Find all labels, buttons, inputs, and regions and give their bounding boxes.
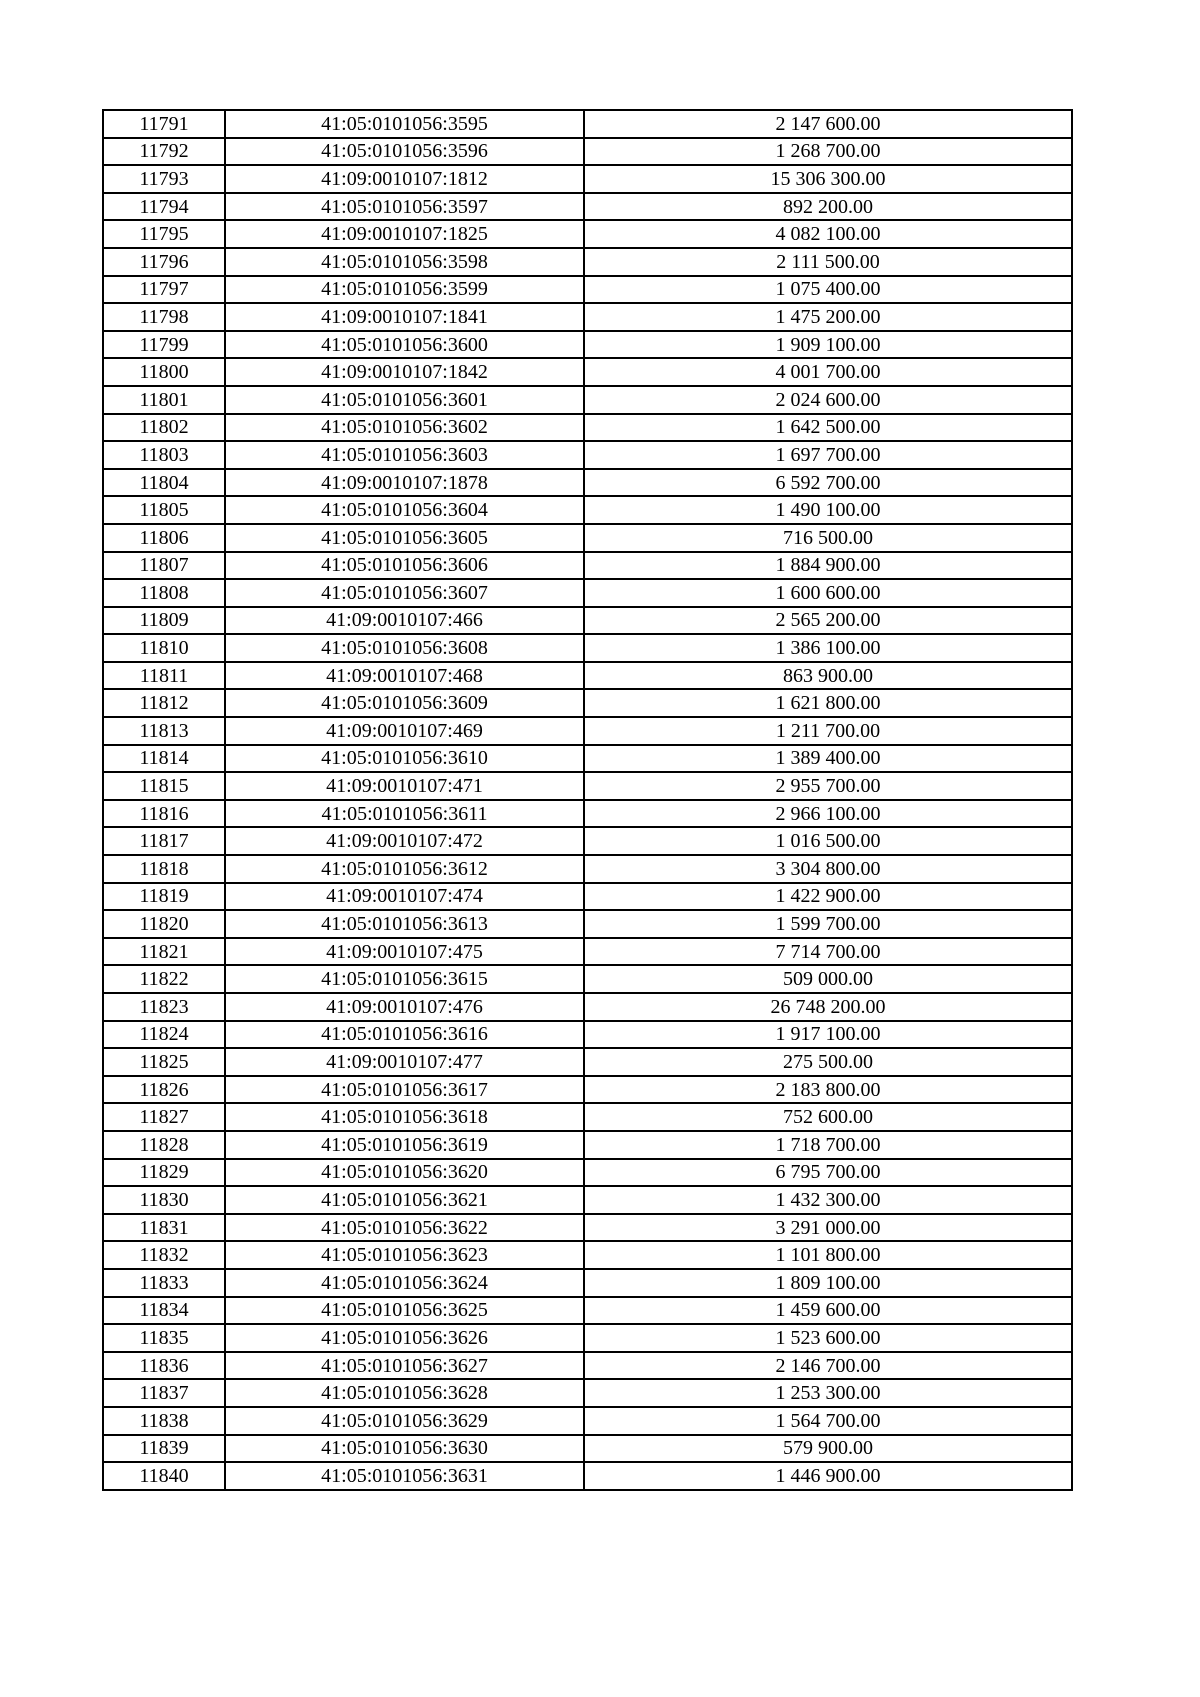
cadastral-number-cell: 41:05:0101056:3625	[225, 1297, 584, 1325]
row-number-cell: 11836	[103, 1352, 225, 1380]
cadastral-value-cell: 2 024 600.00	[584, 386, 1072, 414]
table-row	[103, 441, 1072, 469]
cadastral-value-cell: 26 748 200.00	[584, 993, 1072, 1021]
table-row	[103, 1131, 1072, 1159]
cadastral-value-cell: 2 183 800.00	[584, 1076, 1072, 1104]
row-number-cell: 11829	[103, 1159, 225, 1187]
table-row	[103, 248, 1072, 276]
row-number-cell: 11793	[103, 165, 225, 193]
cadastral-value-cell: 1 599 700.00	[584, 910, 1072, 938]
table-row	[103, 303, 1072, 331]
row-number-cell: 11823	[103, 993, 225, 1021]
table-row	[103, 827, 1072, 855]
cadastral-number-cell: 41:05:0101056:3596	[225, 138, 584, 166]
row-number-cell: 11809	[103, 607, 225, 635]
cadastral-number-cell: 41:05:0101056:3611	[225, 800, 584, 828]
row-number-cell: 11837	[103, 1379, 225, 1407]
row-number-cell: 11799	[103, 331, 225, 359]
cadastral-number-cell: 41:05:0101056:3599	[225, 276, 584, 304]
table-row	[103, 414, 1072, 442]
cadastral-number-cell: 41:05:0101056:3629	[225, 1407, 584, 1435]
cadastral-value-cell: 1 490 100.00	[584, 496, 1072, 524]
table-row	[103, 1462, 1072, 1490]
row-number-cell: 11814	[103, 745, 225, 773]
cadastral-value-cell: 1 446 900.00	[584, 1462, 1072, 1490]
cadastral-value-cell: 1 917 100.00	[584, 1021, 1072, 1049]
row-number-cell: 11832	[103, 1241, 225, 1269]
row-number-cell: 11803	[103, 441, 225, 469]
cadastral-number-cell: 41:09:0010107:469	[225, 717, 584, 745]
cadastral-number-cell: 41:09:0010107:476	[225, 993, 584, 1021]
table-row	[103, 1103, 1072, 1131]
table-row	[103, 745, 1072, 773]
row-number-cell: 11791	[103, 110, 225, 138]
table-row	[103, 496, 1072, 524]
table-row	[103, 800, 1072, 828]
table-row	[103, 772, 1072, 800]
table-row	[103, 855, 1072, 883]
row-number-cell: 11796	[103, 248, 225, 276]
table-row	[103, 634, 1072, 662]
cadastral-number-cell: 41:05:0101056:3613	[225, 910, 584, 938]
cadastral-value-cell: 1 600 600.00	[584, 579, 1072, 607]
row-number-cell: 11826	[103, 1076, 225, 1104]
cadastral-number-cell: 41:05:0101056:3624	[225, 1269, 584, 1297]
cadastral-number-cell: 41:05:0101056:3597	[225, 193, 584, 221]
row-number-cell: 11825	[103, 1048, 225, 1076]
cadastral-value-cell: 1 432 300.00	[584, 1186, 1072, 1214]
cadastral-value-cell: 4 001 700.00	[584, 358, 1072, 386]
row-number-cell: 11813	[103, 717, 225, 745]
table-row	[103, 469, 1072, 497]
cadastral-number-cell: 41:05:0101056:3607	[225, 579, 584, 607]
cadastral-value-cell: 1 459 600.00	[584, 1297, 1072, 1325]
row-number-cell: 11834	[103, 1297, 225, 1325]
cadastral-number-cell: 41:05:0101056:3601	[225, 386, 584, 414]
cadastral-value-cell: 1 621 800.00	[584, 689, 1072, 717]
cadastral-number-cell: 41:05:0101056:3621	[225, 1186, 584, 1214]
row-number-cell: 11792	[103, 138, 225, 166]
table-body	[103, 110, 1072, 1490]
row-number-cell: 11811	[103, 662, 225, 690]
cadastral-value-cell: 1 253 300.00	[584, 1379, 1072, 1407]
table-row	[103, 1076, 1072, 1104]
cadastral-value-cell: 4 082 100.00	[584, 220, 1072, 248]
row-number-cell: 11817	[103, 827, 225, 855]
row-number-cell: 11840	[103, 1462, 225, 1490]
cadastral-value-cell: 509 000.00	[584, 965, 1072, 993]
cadastral-value-cell: 1 697 700.00	[584, 441, 1072, 469]
row-number-cell: 11819	[103, 883, 225, 911]
cadastral-number-cell: 41:05:0101056:3619	[225, 1131, 584, 1159]
row-number-cell: 11831	[103, 1214, 225, 1242]
cadastral-value-cell: 1 523 600.00	[584, 1324, 1072, 1352]
cadastral-number-cell: 41:09:0010107:468	[225, 662, 584, 690]
cadastral-value-cell: 2 111 500.00	[584, 248, 1072, 276]
cadastral-number-cell: 41:05:0101056:3605	[225, 524, 584, 552]
cadastral-value-cell: 1 211 700.00	[584, 717, 1072, 745]
table-row	[103, 1324, 1072, 1352]
cadastral-number-cell: 41:05:0101056:3615	[225, 965, 584, 993]
cadastral-number-cell: 41:05:0101056:3608	[225, 634, 584, 662]
row-number-cell: 11822	[103, 965, 225, 993]
cadastral-number-cell: 41:05:0101056:3610	[225, 745, 584, 773]
cadastral-value-cell: 1 101 800.00	[584, 1241, 1072, 1269]
table-row	[103, 276, 1072, 304]
cadastral-number-cell: 41:05:0101056:3626	[225, 1324, 584, 1352]
table-row	[103, 579, 1072, 607]
cadastral-number-cell: 41:05:0101056:3620	[225, 1159, 584, 1187]
table-row	[103, 1297, 1072, 1325]
cadastral-value-table	[102, 109, 1073, 1491]
row-number-cell: 11807	[103, 552, 225, 580]
cadastral-number-cell: 41:05:0101056:3606	[225, 552, 584, 580]
cadastral-number-cell: 41:09:0010107:1878	[225, 469, 584, 497]
row-number-cell: 11805	[103, 496, 225, 524]
cadastral-value-cell: 1 718 700.00	[584, 1131, 1072, 1159]
cadastral-value-cell: 6 592 700.00	[584, 469, 1072, 497]
cadastral-number-cell: 41:09:0010107:475	[225, 938, 584, 966]
cadastral-value-cell: 1 386 100.00	[584, 634, 1072, 662]
cadastral-value-cell: 1 075 400.00	[584, 276, 1072, 304]
cadastral-value-cell: 7 714 700.00	[584, 938, 1072, 966]
cadastral-value-cell: 2 565 200.00	[584, 607, 1072, 635]
cadastral-number-cell: 41:05:0101056:3627	[225, 1352, 584, 1380]
row-number-cell: 11838	[103, 1407, 225, 1435]
cadastral-value-cell: 6 795 700.00	[584, 1159, 1072, 1187]
cadastral-value-cell: 892 200.00	[584, 193, 1072, 221]
cadastral-number-cell: 41:05:0101056:3600	[225, 331, 584, 359]
table-row	[103, 1186, 1072, 1214]
row-number-cell: 11795	[103, 220, 225, 248]
row-number-cell: 11800	[103, 358, 225, 386]
cadastral-value-cell: 2 966 100.00	[584, 800, 1072, 828]
row-number-cell: 11828	[103, 1131, 225, 1159]
table-row	[103, 331, 1072, 359]
cadastral-number-cell: 41:09:0010107:1825	[225, 220, 584, 248]
table-row	[103, 138, 1072, 166]
cadastral-value-cell: 2 147 600.00	[584, 110, 1072, 138]
cadastral-number-cell: 41:05:0101056:3622	[225, 1214, 584, 1242]
table-row	[103, 883, 1072, 911]
cadastral-value-cell: 1 809 100.00	[584, 1269, 1072, 1297]
row-number-cell: 11839	[103, 1435, 225, 1463]
cadastral-number-cell: 41:05:0101056:3603	[225, 441, 584, 469]
cadastral-number-cell: 41:09:0010107:471	[225, 772, 584, 800]
table-row	[103, 1241, 1072, 1269]
table-row	[103, 1379, 1072, 1407]
row-number-cell: 11798	[103, 303, 225, 331]
row-number-cell: 11794	[103, 193, 225, 221]
cadastral-value-cell: 1 389 400.00	[584, 745, 1072, 773]
cadastral-value-cell: 752 600.00	[584, 1103, 1072, 1131]
row-number-cell: 11815	[103, 772, 225, 800]
table-row	[103, 910, 1072, 938]
cadastral-number-cell: 41:05:0101056:3618	[225, 1103, 584, 1131]
cadastral-number-cell: 41:05:0101056:3595	[225, 110, 584, 138]
cadastral-number-cell: 41:05:0101056:3612	[225, 855, 584, 883]
cadastral-value-cell: 3 291 000.00	[584, 1214, 1072, 1242]
table-row	[103, 1407, 1072, 1435]
table-row	[103, 386, 1072, 414]
table-row	[103, 1214, 1072, 1242]
cadastral-number-cell: 41:09:0010107:474	[225, 883, 584, 911]
table-row	[103, 938, 1072, 966]
table-row	[103, 1021, 1072, 1049]
row-number-cell: 11821	[103, 938, 225, 966]
table-row	[103, 524, 1072, 552]
table-row	[103, 1435, 1072, 1463]
cadastral-value-cell: 1 884 900.00	[584, 552, 1072, 580]
cadastral-number-cell: 41:05:0101056:3630	[225, 1435, 584, 1463]
table-row	[103, 1352, 1072, 1380]
cadastral-number-cell: 41:05:0101056:3602	[225, 414, 584, 442]
table-row	[103, 358, 1072, 386]
table-row	[103, 220, 1072, 248]
cadastral-number-cell: 41:09:0010107:1842	[225, 358, 584, 386]
row-number-cell: 11835	[103, 1324, 225, 1352]
cadastral-value-cell: 1 909 100.00	[584, 331, 1072, 359]
cadastral-number-cell: 41:05:0101056:3604	[225, 496, 584, 524]
row-number-cell: 11810	[103, 634, 225, 662]
cadastral-value-cell: 1 268 700.00	[584, 138, 1072, 166]
cadastral-number-cell: 41:05:0101056:3617	[225, 1076, 584, 1104]
row-number-cell: 11833	[103, 1269, 225, 1297]
table-row	[103, 552, 1072, 580]
table-row	[103, 662, 1072, 690]
cadastral-value-cell: 1 422 900.00	[584, 883, 1072, 911]
table-row	[103, 1048, 1072, 1076]
cadastral-value-cell: 275 500.00	[584, 1048, 1072, 1076]
row-number-cell: 11830	[103, 1186, 225, 1214]
table-row	[103, 717, 1072, 745]
cadastral-value-cell: 1 564 700.00	[584, 1407, 1072, 1435]
row-number-cell: 11827	[103, 1103, 225, 1131]
row-number-cell: 11808	[103, 579, 225, 607]
cadastral-number-cell: 41:09:0010107:472	[225, 827, 584, 855]
table-row	[103, 689, 1072, 717]
row-number-cell: 11801	[103, 386, 225, 414]
row-number-cell: 11804	[103, 469, 225, 497]
cadastral-value-cell: 1 016 500.00	[584, 827, 1072, 855]
cadastral-number-cell: 41:09:0010107:477	[225, 1048, 584, 1076]
row-number-cell: 11806	[103, 524, 225, 552]
table-row	[103, 165, 1072, 193]
cadastral-value-cell: 1 475 200.00	[584, 303, 1072, 331]
table-row	[103, 1269, 1072, 1297]
row-number-cell: 11824	[103, 1021, 225, 1049]
cadastral-number-cell: 41:09:0010107:466	[225, 607, 584, 635]
cadastral-number-cell: 41:05:0101056:3628	[225, 1379, 584, 1407]
cadastral-number-cell: 41:05:0101056:3616	[225, 1021, 584, 1049]
row-number-cell: 11802	[103, 414, 225, 442]
cadastral-number-cell: 41:05:0101056:3609	[225, 689, 584, 717]
cadastral-number-cell: 41:05:0101056:3623	[225, 1241, 584, 1269]
cadastral-value-cell: 15 306 300.00	[584, 165, 1072, 193]
table-row	[103, 607, 1072, 635]
row-number-cell: 11812	[103, 689, 225, 717]
table-row	[103, 1159, 1072, 1187]
cadastral-value-cell: 579 900.00	[584, 1435, 1072, 1463]
cadastral-number-cell: 41:05:0101056:3598	[225, 248, 584, 276]
cadastral-value-cell: 863 900.00	[584, 662, 1072, 690]
cadastral-value-cell: 2 955 700.00	[584, 772, 1072, 800]
row-number-cell: 11820	[103, 910, 225, 938]
cadastral-number-cell: 41:09:0010107:1812	[225, 165, 584, 193]
cadastral-value-cell: 716 500.00	[584, 524, 1072, 552]
cadastral-number-cell: 41:09:0010107:1841	[225, 303, 584, 331]
table-row	[103, 193, 1072, 221]
row-number-cell: 11816	[103, 800, 225, 828]
cadastral-number-cell: 41:05:0101056:3631	[225, 1462, 584, 1490]
table-row	[103, 965, 1072, 993]
table-row	[103, 110, 1072, 138]
cadastral-value-cell: 3 304 800.00	[584, 855, 1072, 883]
cadastral-value-cell: 1 642 500.00	[584, 414, 1072, 442]
cadastral-value-cell: 2 146 700.00	[584, 1352, 1072, 1380]
row-number-cell: 11797	[103, 276, 225, 304]
row-number-cell: 11818	[103, 855, 225, 883]
table-row	[103, 993, 1072, 1021]
